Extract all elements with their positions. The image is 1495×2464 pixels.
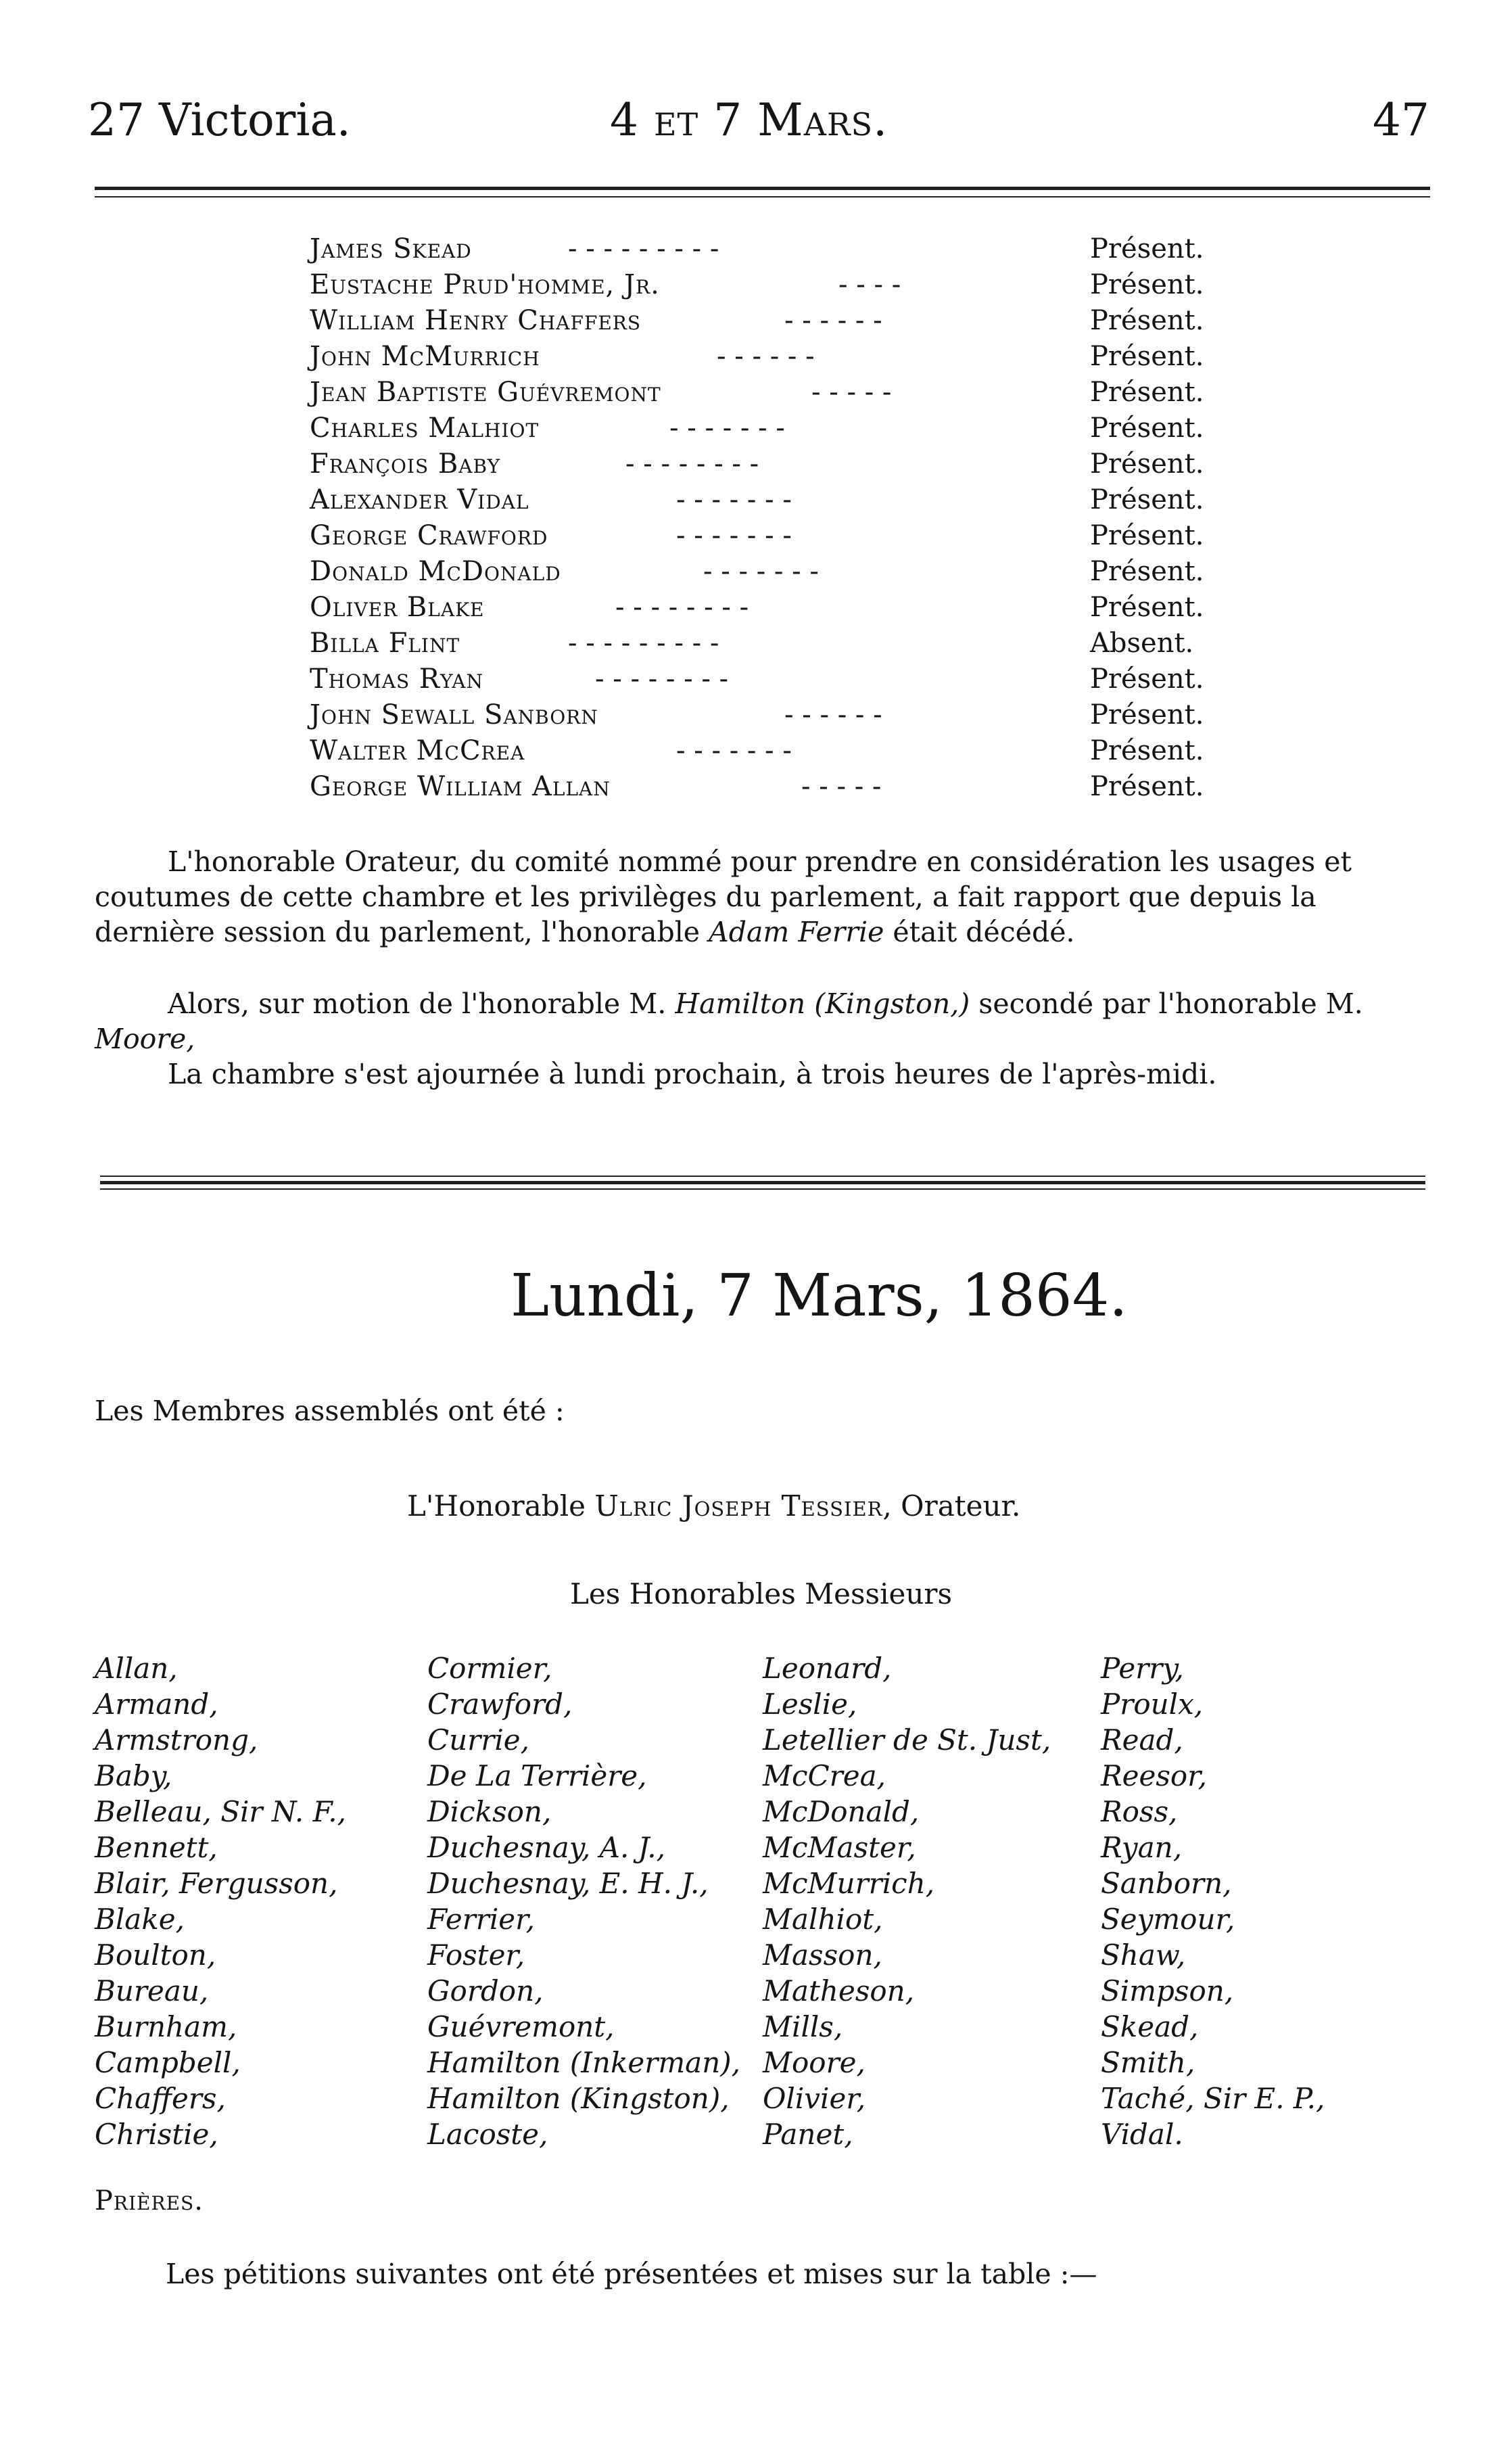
member-name: Proulx, <box>1101 1688 1204 1721</box>
attendance-leader: - - - - - - - <box>703 556 819 587</box>
attendance-name: Thomas Ryan <box>310 664 483 695</box>
adjournment-line: La chambre s'est ajournée à lundi prochain, à trois heures de l'après-midi. <box>168 1058 1217 1090</box>
attendance-leader: - - - - - - - - - <box>568 233 719 264</box>
member-name: McCrea, <box>763 1759 886 1792</box>
member-name: McMurrich, <box>763 1867 935 1900</box>
members-column-3 <box>763 1650 1051 2152</box>
member-name: Burnham, <box>95 2010 237 2043</box>
member-name: Panet, <box>763 2118 853 2151</box>
attendance-leader: - - - - - - - <box>676 520 792 551</box>
member-name: Duchesnay, A. J., <box>427 1831 665 1864</box>
speaker-prefix: L'Honorable <box>407 1489 595 1522</box>
attendance-name: Jean Baptiste Guévremont <box>310 377 661 408</box>
attendance-leader: - - - - - - <box>784 305 882 336</box>
member-name: Taché, Sir E. P., <box>1101 2082 1325 2115</box>
member-name: Matheson, <box>763 1974 915 2007</box>
prayers-heading: Prières. <box>95 2185 204 2216</box>
member-name: Hamilton (Inkerman), <box>427 2046 740 2079</box>
attendance-leader: - - - - - - - - <box>595 664 729 695</box>
attendance-name: Oliver Blake <box>310 592 485 623</box>
attendance-leader: - - - - <box>838 269 901 300</box>
mover-name: Hamilton <box>675 987 806 1020</box>
header-rule-thick <box>95 187 1430 190</box>
member-name: Bureau, <box>95 1974 209 2007</box>
header-volume: 27 Victoria. <box>88 94 351 146</box>
member-name: Skead, <box>1101 2010 1199 2043</box>
member-name: Masson, <box>763 1938 882 1972</box>
honorables-heading: Les Honorables Messieurs <box>570 1577 953 1610</box>
attendance-name: Donald McDonald <box>310 556 561 587</box>
member-name: Smith, <box>1101 2046 1195 2079</box>
member-name: Seymour, <box>1101 1903 1235 1936</box>
member-name: Ryan, <box>1101 1831 1183 1864</box>
deceased-name: Adam Ferrie <box>709 916 884 948</box>
attendance-status: Présent. <box>1090 233 1204 264</box>
member-name: Leslie, <box>763 1688 857 1721</box>
attendance-name: George Crawford <box>310 520 548 551</box>
attendance-leader: - - - - - - - - <box>625 448 759 480</box>
member-name: Foster, <box>427 1938 525 1972</box>
member-name: Allan, <box>95 1652 178 1685</box>
attendance-leader: - - - - - <box>801 771 882 802</box>
member-name: Perry, <box>1101 1652 1184 1685</box>
speaker-line <box>407 1488 1020 1525</box>
attendance-status: Présent. <box>1090 448 1204 480</box>
member-name: Armand, <box>95 1688 218 1721</box>
header-rule-thin <box>95 196 1430 197</box>
motion-space <box>805 987 814 1020</box>
attendance-status: Présent. <box>1090 771 1204 802</box>
attendance-status: Présent. <box>1090 377 1204 408</box>
member-name: Sanborn, <box>1101 1867 1232 1900</box>
member-name: Crawford, <box>427 1688 573 1721</box>
attendance-leader: - - - - - - - <box>676 484 792 515</box>
member-name: Duchesnay, E. H. J., <box>427 1867 709 1900</box>
member-name: Moore, <box>763 2046 865 2079</box>
report-line-2: coutumes de cette chambre et les privilèges du parlement, a fait rapport que depuis la <box>95 881 1316 913</box>
attendance-name: William Henry Chaffers <box>310 305 642 336</box>
report-line-3 <box>95 914 1433 950</box>
member-name: McDonald, <box>763 1795 920 1828</box>
member-name: Hamilton (Kingston), <box>427 2082 730 2115</box>
attendance-name: François Baby <box>310 448 501 480</box>
attendance-leader: - - - - - <box>811 377 892 408</box>
member-name: Olivier, <box>763 2082 866 2115</box>
member-name: Chaffers, <box>95 2082 226 2115</box>
member-name: Shaw, <box>1101 1938 1186 1972</box>
member-name: Guévremont, <box>427 2010 615 2043</box>
member-name: Cormier, <box>427 1652 552 1685</box>
member-name: Letellier de St. Just, <box>763 1723 1051 1757</box>
motion-text: Alors, sur motion de l'honorable M. <box>168 987 675 1020</box>
member-name: Reesor, <box>1101 1759 1207 1792</box>
attendance-status: Présent. <box>1090 269 1204 300</box>
attendance-name: Alexander Vidal <box>310 484 529 515</box>
attendance-name: Walter McCrea <box>310 735 525 766</box>
member-name: Armstrong, <box>95 1723 258 1757</box>
attendance-name: Billa Flint <box>310 628 460 659</box>
member-name: Vidal. <box>1101 2118 1183 2151</box>
motion-text-end: secondé par l'honorable M. <box>970 987 1363 1020</box>
attendance-name: John McMurrich <box>310 341 540 372</box>
member-name: Belleau, Sir N. F., <box>95 1795 346 1828</box>
members-column-2 <box>427 1650 740 2152</box>
member-name: Read, <box>1101 1723 1183 1757</box>
mover-riding: (Kingston,) <box>814 987 970 1020</box>
attendance-status: Présent. <box>1090 413 1204 444</box>
attendance-leader: - - - - - - - <box>676 735 792 766</box>
member-name: De La Terrière, <box>427 1759 647 1792</box>
member-name: Christie, <box>95 2118 218 2151</box>
attendance-status: Présent. <box>1090 592 1204 623</box>
attendance-leader: - - - - - - - <box>669 413 785 444</box>
member-name: Currie, <box>427 1723 529 1757</box>
attendance-name: Charles Malhiot <box>310 413 540 444</box>
attendance-leader: - - - - - - <box>784 699 882 730</box>
attendance-status: Présent. <box>1090 305 1204 336</box>
attendance-name: John Sewall Sanborn <box>310 699 598 730</box>
motion-line-1 <box>95 986 1433 1021</box>
attendance-name: James Skead <box>310 233 472 264</box>
attendance-status: Présent. <box>1090 520 1204 551</box>
member-name: Ferrier, <box>427 1903 535 1936</box>
speaker-title: , Orateur. <box>882 1489 1021 1522</box>
attendance-leader: - - - - - - - - <box>615 592 749 623</box>
member-name: Blair, Fergusson, <box>95 1867 338 1900</box>
header-dates: 4 et 7 Mars. <box>610 94 888 146</box>
attendance-status: Présent. <box>1090 664 1204 695</box>
member-name: Lacoste, <box>427 2118 548 2151</box>
member-name: Campbell, <box>95 2046 241 2079</box>
section-rule-top <box>100 1176 1425 1177</box>
member-name: Baby, <box>95 1759 172 1792</box>
section-rule-bottom <box>100 1188 1425 1190</box>
member-name: Bennett, <box>95 1831 218 1864</box>
seconder-name: Moore, <box>95 1023 195 1055</box>
date-heading: Lundi, 7 Mars, 1864. <box>511 1262 1128 1330</box>
attendance-name: George William Allan <box>310 771 611 802</box>
attendance-name: Eustache Prud'homme, Jr. <box>310 269 660 300</box>
member-name: Boulton, <box>95 1938 216 1972</box>
member-name: McMaster, <box>763 1831 916 1864</box>
member-name: Simpson, <box>1101 1974 1234 2007</box>
report-text: dernière session du parlement, l'honorable <box>95 916 709 948</box>
member-name: Leonard, <box>763 1652 892 1685</box>
petitions-line: Les pétitions suivantes ont été présentées et mises sur la table :— <box>166 2258 1097 2290</box>
attendance-status: Présent. <box>1090 556 1204 587</box>
attendance-status: Absent. <box>1090 628 1194 659</box>
attendance-status: Présent. <box>1090 484 1204 515</box>
attendance-leader: - - - - - - <box>717 341 815 372</box>
members-column-4 <box>1101 1650 1325 2152</box>
member-name: Ross, <box>1101 1795 1178 1828</box>
member-name: Mills, <box>763 2010 843 2043</box>
page-number: 47 <box>1373 94 1429 146</box>
report-text-end: était décédé. <box>884 916 1075 948</box>
attendance-status: Présent. <box>1090 699 1204 730</box>
member-name: Blake, <box>95 1903 185 1936</box>
attendance-status: Présent. <box>1090 735 1204 766</box>
members-intro: Les Membres assemblés ont été : <box>95 1395 565 1427</box>
motion-line-2 <box>95 1021 1433 1056</box>
attendance-leader: - - - - - - - - - <box>568 628 719 659</box>
report-line-1: L'honorable Orateur, du comité nommé pour prendre en considération les usages et <box>168 845 1352 878</box>
member-name: Gordon, <box>427 1974 544 2007</box>
member-name: Dickson, <box>427 1795 552 1828</box>
member-name: Malhiot, <box>763 1903 883 1936</box>
attendance-status: Présent. <box>1090 341 1204 372</box>
speaker-name: Ulric Joseph Tessier <box>594 1489 883 1522</box>
section-rule-thick <box>100 1181 1425 1184</box>
members-column-1 <box>95 1650 346 2152</box>
